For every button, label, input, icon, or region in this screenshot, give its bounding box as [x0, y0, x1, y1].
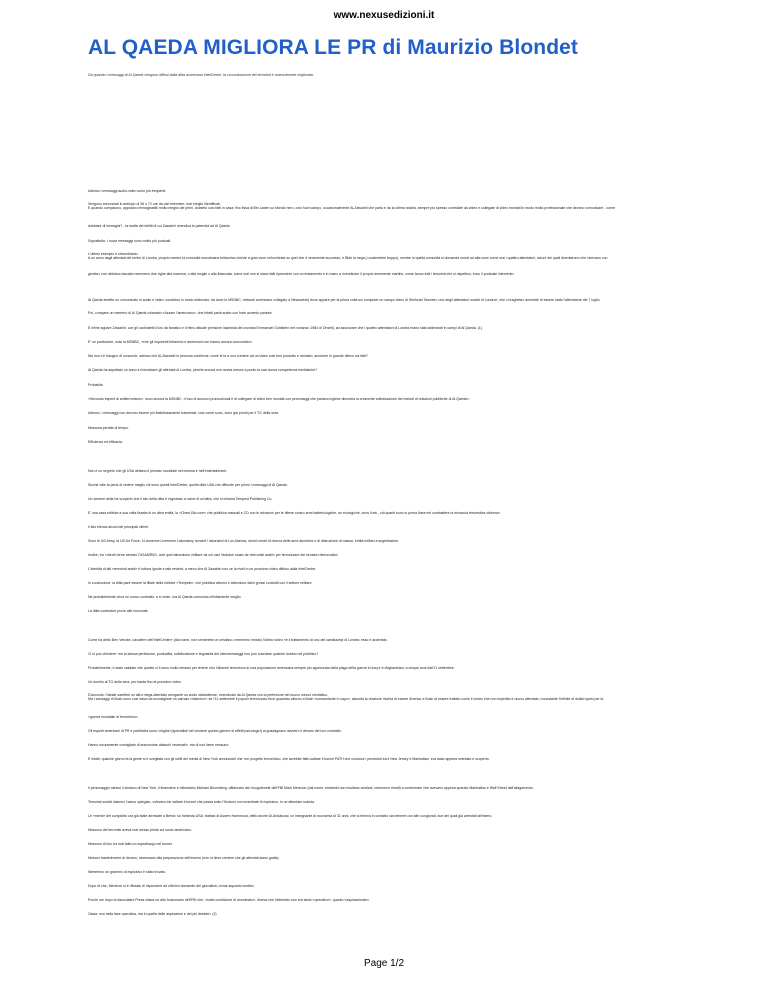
paragraph: E infine appare Zawahiri, con gli occhialetti d'oro da fanatico e il ritmo attuale (versione islamista del cronista Emmanuel Goldstein nel romanzo 1984 di Orwell), ad assicurare che i quattro attentatori di Londra erano stati addestrati in campi di Al Qaeda. (1)	[88, 326, 483, 330]
paragraph: Probabile.	[88, 383, 104, 387]
paragraph: D'accordo: l'ideale sarebbe un altro mega-attentato arrogante su suolo statunitense, rivendicato da Al Qaeda con la perfezione del nuovo mezzo mediatico. Ma i sondaggi di Bush sono così bassi da sconsigliare un carnaio «islamico»: se l'11 settembre il popolo terrorizzato fece quadrato attorno a Bush «comandante in capo», stavolta la reazione rischia di essere diversa; e Bush di essere trattato come il vostro che non impedito è nuovo attentato, nonostante l'infinite di dollari spesi per la	[88, 693, 604, 702]
paragraph: Sono le US Army, la US Air Force, il Lawrence Livermore Laboratory nonché i laboratori di Los Alamos, storici centri di ricerca delle armi atomiche e di distruzione di massa, entità militari a segretissime.	[88, 539, 399, 543]
paragraph: Al Qaeda ha aspettato un anno a rivendicare gli attentati di Londra, perché ancora non aveva messo a punto la sua nuova competenza mediatiche?	[88, 368, 318, 372]
paragraph: Nessuno dei terroristi aveva mai messo piede sul suolo americano.	[88, 828, 192, 832]
paragraph: Nessun trasferimento di denaro, necessario alla preparazione dell'evento (non si deve credere che gli attentati siano gratis).	[88, 856, 280, 860]
site-header: www.nexusedizioni.it	[333, 10, 435, 21]
paragraph: «Secondo esperti di antiterrorismo», ecco ancora la MSNBC, «l'uso di annunci promozionali e di collegare di video ben montati con personaggi che parlano inglese dimostra la crescente sofisticazione dei metodi di relazioni pubbliche di Al-Qaeda».	[88, 397, 470, 401]
paragraph: Adesso, i messaggi non devono essere più fastidiosamente trasmessi: così come sono, sono già pronti per il TG della sera.	[88, 411, 279, 415]
paragraph: Ne probabilmente circa un nuovo contratto, a sì vede: ora Al Qaeda comunica infinitamente meglio.	[88, 595, 242, 599]
paragraph: «guerra mondiale al terrorismo».	[88, 715, 139, 719]
paragraph: E' una casa editrice a sua volta fissata di un altra entità, la «Chem-Bio.com» che pubblica manuali e CD con le istruzioni per le difese contro armi batteriologiche, un ecologiche, virus il etc., cdi quanti sono in prima linea nel combattere la minaccia terroristica odierna».	[88, 511, 501, 515]
paragraph: Ci si può chiedere: ma la stessa perfezione, puntualità, sofisticazione e tegolarità del videomessaggi non può suscitare qualche dubbio nel pubblico?	[88, 652, 319, 656]
article-subtitle: Da quando i messaggi di Al Qaeda vengono diffusi dalla ditta americana IntelCenter, la comunicazione dei terroristi è notevolmente migliorata.	[88, 73, 314, 77]
paragraph: Dopo di che, Mershon si è rifiutato di rispondere ad ulteriori domande dei giornalisti, ormai alquanto scettici.	[88, 884, 255, 888]
paragraph: La ditta costruisce prove alle rinnovate.	[88, 609, 149, 613]
paragraph: genitori, non abbiano lasciato nemmeno due righe alla mamma, o alla moglie o alla fidanzata, come mai non si siano fatti riprendere con un testamento e in mano a rivendicare il proprio imminente martirio, come fanno tutti i terroristi che si rispettino, ecco il puntuale intervento.	[88, 272, 515, 276]
paragraph: Ossia: non nella fase operativa, ma in quella delle aspirazioni e dei più desideri. (2)	[88, 912, 217, 916]
paragraph: Le «menti» del complotto ora già state arrestate a Beirut; su richiesta USA: trattasi di Assem Hammoud, detto anche Al-Andalousi, un insegnante di economia di 31 anni, che si teneva in contatto via internet con altri congiurati, due dei quali già arrestati all'estero.	[88, 814, 493, 818]
paragraph: Terroristi suicidi islamici, hanno spiegato, volevano far saltare il tunnel che passa sotto l'Hudson con tonnellate di esplosivo, in un attentato suicida.	[88, 800, 315, 804]
article-title: AL QAEDA MIGLIORA LE PR di Maurizio Blondet	[88, 36, 579, 59]
paragraph: Il sito elenca alcuni dei principali clienti.	[88, 525, 149, 529]
paragraph: Non è un segreto che gli USA dettano il primato mondiale nel cinema e nell'entertainment.	[88, 469, 228, 473]
paragraph: Come ha detto Ben Venzke, cavaliere dell'IntelCenter» (dal nome, non sembrebe un cristiano, nemmeno rimato) l'ultimo video «è il trattamento di uno dei kamikazejz di Londra; esso è accertato.	[88, 638, 388, 642]
paragraph: Adesso i messaggi audio-video sono più frequenti.	[88, 189, 167, 193]
paragraph: L'ultimo esempio è straordinario. A un anno dagli attentati del metrò di Londra, proprio mentre la comunità musulmana britannica chiede a gran voce un'inchiesta su quel che è veramente successo, e Blair la nega (=costerebbe troppo), mentre in quella comunità si domanda ormai ad alta voce come mai i quattro attentatori, alcuni dei quali diventarono che vivevano con	[88, 252, 608, 261]
paragraph: Hanno sicuramente consigliato di annunciare attacchi «sventati», ma di non farne nessuno.	[88, 743, 230, 747]
paragraph: Un sentore della ha scoperto che il sito della ditta è registrato a nome di un'altra, che si chiama Tempest Publishing Co.	[88, 497, 273, 501]
paragraph: dubbiare di immagini? - la realtà dei delitti di cui Zawahiri rivendica la paternità ad Al Qaeda.	[88, 224, 231, 228]
paragraph: Un tonnilo al TG della sera, pur basta fino al prossimo video.	[88, 680, 182, 684]
paragraph: Nessuno di loro ha mai fatto un sopralluogo nel tunnel.	[88, 842, 173, 846]
paragraph: Soprattutto, i nuovi messaggi sono molto più puntuali.	[88, 239, 172, 243]
paragraph: Inoltre, fra i clienti viene centato l'USAMRIID, cioè quel laboratorio militare da cui usci l'antrace usato da «terroristi arabi» per terrorizzare dei senatori democratici.	[88, 553, 339, 557]
paragraph: Nessuna perdita di tempo.	[88, 426, 129, 430]
paragraph: E infatti, qualche giorno fa la gente si è svegliata con gli strilli del media di New York annunciarti che «un progetto terroristico, che avrebbe fatto saltare il tunnel PATH che conduce i pendolari tra il New Jersey e Manhattan, era stato appena sventato e scoperto.	[88, 757, 490, 761]
paragraph: Ma non c'è bisogno di concorde, adesso che Al-Zawahiri in persona conferma: come si fa a non credere ad un video così ben prodotto e montato, anzicche in grande rilievo sui fatti?	[88, 354, 368, 358]
paragraph: Probabilmente, è stato valutato che queste ci li sono molto rimasto per tenere vivo l'allarme terrorismo in una popolazione americana sempre più agonizzata dalla piaga della guerra in Iraq e In Afghanistan, a cinque anni dall'11 settembre.	[88, 666, 455, 670]
paragraph: Sicché vale la pena di vedere meglio chi sono questi IntelCenter, quella ditta USA che diffonde per primo i messaggi di Al Qaeda.	[88, 483, 288, 487]
paragraph: Al Qaeda emette un comunicato in audio e video: condiviso in modo elaborato; da dove la MSNBC, network americano collegato a Newsweek) dove appare per la prima volta sui computer un campo video di Shehzad Tanweer, uno degli attentatori suicidi di Londra», che ci tragheta» ammette di essere stato l'attentatore del 7 luglio.	[88, 298, 601, 302]
paragraph: Poi, compare un membro di Al Qaeda chiamato «Azzam l'americano», che infatti parla arabo con forte accento yankee.	[88, 311, 273, 315]
paragraph: Nemmeno un grammo di esplosivo è stato trovato.	[88, 870, 167, 874]
page-number: Page 1/2	[363, 958, 405, 969]
paragraph: Poche ore dopo la Associated Press citava un alto funzionario dell'FBI che, «sotto condizione di anonimato», diceva che l'attentato non era tanto «operativo», quanto «aspirazionale».	[88, 898, 370, 902]
paragraph: Il personaggio stesso il sindaco di New York, il finanziere e miliardario Michael Bloomberg, affiancato dal «luogotenete dell'FBI Mark Mershon (dal nome, entrambi non risultano cristiani, nemmeno rimati) a confermare che avevano appena sparato Manhattan e Wall Street dall'allagamento.	[88, 786, 534, 790]
paragraph: Vengono annunciati in anticipo di 36 o 72 ore da vari telemixer, mai meglio identificati. E quando compaiono, appaiono immaginabili molto meglio dei primi, dotatevi così fatti in casa; fino fissa di Bin Laden su sfondo nero, così fuori campo, occasionalmente Al-Zawahiri che parla e da la ultima notizia, sempre più spesso corredate da video e collegate di video montati in modo molto professionale che devono comunicare - come	[88, 202, 616, 211]
paragraph: Gli esperti americani di PR e pubblicità sono i migliori (specialisti nel vendere questo genere di effetti psicologici) ai guadagnano davvero il denaro del loro contratto.	[88, 729, 342, 733]
paragraph: In conclusione, la ditta pare essere la filiale della editrice «Tempest», che pubblica attorno e attorniono daini grossi contratti con il settore militare.	[88, 581, 313, 585]
paragraph: Efficienza ed efficacia.	[88, 440, 123, 444]
paragraph: L'identità di tali «terroristi arabi» è tuttora ignota e tale resterà, a meno che Al Zawahiri non ce la riveli in un prossimo video diffuso dalla IntelCenter.	[88, 567, 317, 571]
paragraph: E' un particolare, nota la MSNBC, «che gli inquirenti britannici e americani non hanno ancora concordato».	[88, 340, 253, 344]
